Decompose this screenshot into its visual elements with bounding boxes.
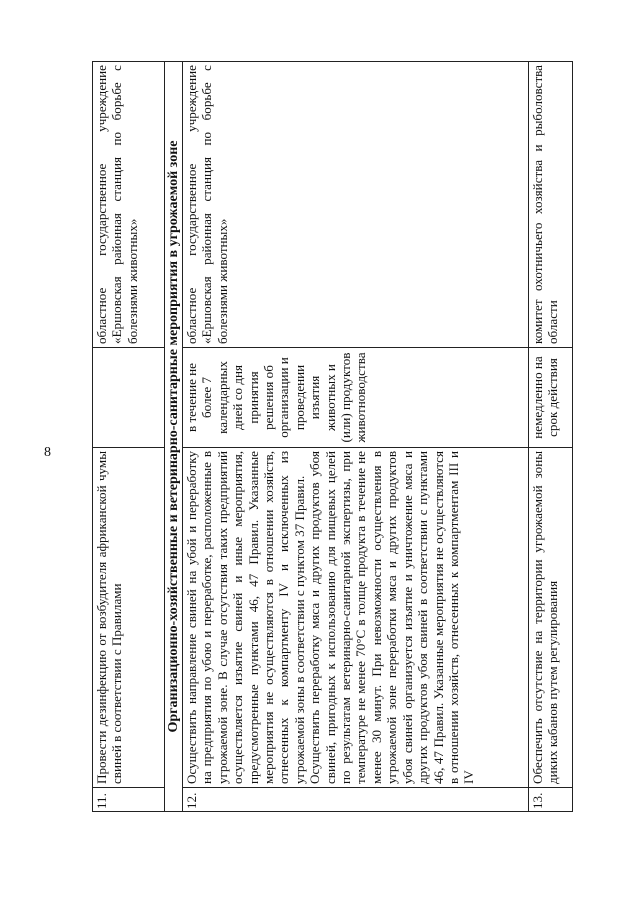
responsible-text: областное государственное учреждение «Ершовская районная станция по борьбе с болезнями животных» (183, 62, 529, 348)
page-number: 8 (44, 445, 51, 460)
section-title: Организационно-хозяйственные и ветеринарно-санитарные мероприятия в угрожаемой зоне (165, 62, 183, 812)
measures-table (92, 61, 573, 812)
term-text: немедленно на срок действия (529, 348, 573, 448)
measure-text: Провести дезинфекцию от возбудителя африканской чумы свиней в соответствии с Правилами (93, 448, 165, 788)
measure-text (183, 448, 529, 788)
row-number: 13. (529, 788, 573, 812)
table-row (529, 62, 573, 812)
responsible-text: областное государственное учреждение «Ершовская районная станция по борьбе с болезнями животных» (93, 62, 165, 348)
term-text: в течение не более 7 календарных дней со дня принятия решения об организации и проведении изъятия животных и (или) продуктов животноводства (183, 348, 529, 448)
measure-text: Обеспечить отсутствие на территории угрожаемой зоны диких кабанов путем регулирования (529, 448, 573, 788)
table-row (183, 62, 529, 812)
responsible-text: комитет охотничьего хозяйства и рыболовства области (529, 62, 573, 348)
measure-paragraph: Осуществить переработку мяса и других продуктов убоя свиней, пригодных к использованию для пищевых целей по результатам ветеринарно-санитарной экспертизы, при температуре не менее 70°С в толще продукта в течение не менее 30 минут. При невозможности осуществления в угрожаемой зоне переработки мяса и других продуктов убоя свиней организуется изъятие и уничтожение мяса и других продуктов убоя свиней в соответствии с пунктами 46, 47 Правил. Указанные мероприятия не осуществляются в отношении хозяйств, отнесенных к компартментам III и IV (307, 451, 477, 784)
row-number: 11. (93, 788, 165, 812)
section-header-row (165, 62, 183, 812)
row-number: 12. (183, 788, 529, 812)
table-row (93, 62, 165, 812)
measure-paragraph: Осуществить направление свиней на убой и переработку на предприятия по убою и переработке, расположенные в угрожаемой зоне. В случае отсутствия таких предприятий осуществляется изъятие свиней и иные мероприятия, предусмотренные пунктами 46, 47 Правил. Указанные мероприятия не осуществляются в отношении хозяйств, отнесенных к компартменту IV и исключенных из угрожаемой зоны в соответствии с пунктом 37 Правил. (184, 451, 307, 784)
rotated-table-wrapper (92, 62, 573, 812)
term-text (93, 348, 165, 448)
